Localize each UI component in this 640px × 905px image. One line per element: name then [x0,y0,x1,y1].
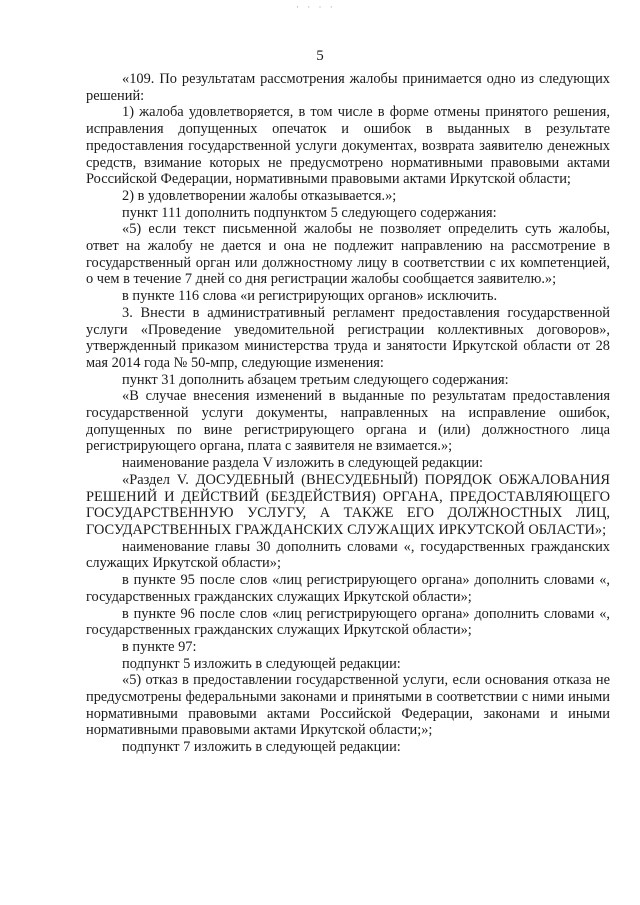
paragraph: 3. Внести в административный регламент предоставления государственной услуги «Проведение уведомительной регистрации коллективных договоров», утвержденный приказом министерства труда и занятости Иркутской области от 28 мая 2014 года № 50-мпр, следующие изменения: [86,304,610,371]
paragraph: наименование главы 30 дополнить словами «, государственных гражданских служащих Иркутской области»; [86,538,610,572]
scan-mark: · · · · [296,2,336,12]
paragraph: пункт 31 дополнить абзацем третьим следующего содержания: [122,371,509,388]
page-number: 5 [316,48,324,64]
paragraph: подпункт 7 изложить в следующей редакции: [122,739,401,756]
paragraph: «Раздел V. ДОСУДЕБНЫЙ (ВНЕСУДЕБНЫЙ) ПОРЯДОК ОБЖАЛОВАНИЯ РЕШЕНИЙ И ДЕЙСТВИЙ (БЕЗДЕЙСТВИЯ) ОРГАНА, ПРЕДОСТАВЛЯЮЩЕГО ГОСУДАРСТВЕННУЮ УСЛУГУ, А ТАКЖЕ ЕГО ДОЛЖНОСТНЫХ ЛИЦ, ГОСУДАРСТВЕННЫХ ГРАЖДАНСКИХ СЛУЖАЩИХ ИРКУТСКОЙ ОБЛАСТИ»; [86,471,610,538]
paragraph: пункт 111 дополнить подпунктом 5 следующего содержания: [122,204,497,221]
paragraph: в пункте 97: [122,638,197,655]
paragraph: в пункте 116 слова «и регистрирующих органов» исключить. [122,288,498,305]
paragraph: 1) жалоба удовлетворяется, в том числе в форме отмены принятого решения, исправления допущенных опечаток и ошибок в выданных в результате предоставления государственной услуги документах, возврата заявителю денежных средств, взимание которых не предусмотрено нормативными правовыми актами Российской Федерации, нормативными правовыми актами Иркутской области; [86,104,610,188]
paragraph: 2) в удовлетворении жалобы отказывается.»; [122,187,397,204]
paragraph: подпункт 5 изложить в следующей редакции: [122,655,401,672]
paragraph: «109. По результатам рассмотрения жалобы принимается одно из следующих решений: [86,71,610,104]
paragraph: «5) отказ в предоставлении государственной услуги, если основания отказа не предусмотрены федеральными законами и принятыми в соответствии с ними иными нормативными правовыми актами Российской Федерации, законами и иными нормативными правовыми актами Иркутской области;»; [86,672,610,739]
paragraph: «В случае внесения изменений в выданные по результатам предоставления государственной услуги документы, направленных на исправление ошибок, допущенных по вине регистрирующего органа и (или) должностного лица регистрирующего органа, плата с заявителя не взимается.»; [86,388,610,455]
paragraph: в пункте 96 после слов «лиц регистрирующего органа» дополнить словами «, государственных гражданских служащих Иркутской области»; [86,605,610,639]
paragraph: наименование раздела V изложить в следующей редакции: [122,455,484,472]
document-body [86,71,610,756]
paragraph: в пункте 95 после слов «лиц регистрирующего органа» дополнить словами «, государственных гражданских служащих Иркутской области»; [86,572,610,605]
paragraph: «5) если текст письменной жалобы не позволяет определить суть жалобы, ответ на жалобу не дается и она не подлежит направлению на рассмотрение в государственный орган или должностному лицу в соответствии с их компетенцией, о чем в течение 7 дней со дня регистрации жалобы сообщается заявителю.»; [86,221,610,288]
